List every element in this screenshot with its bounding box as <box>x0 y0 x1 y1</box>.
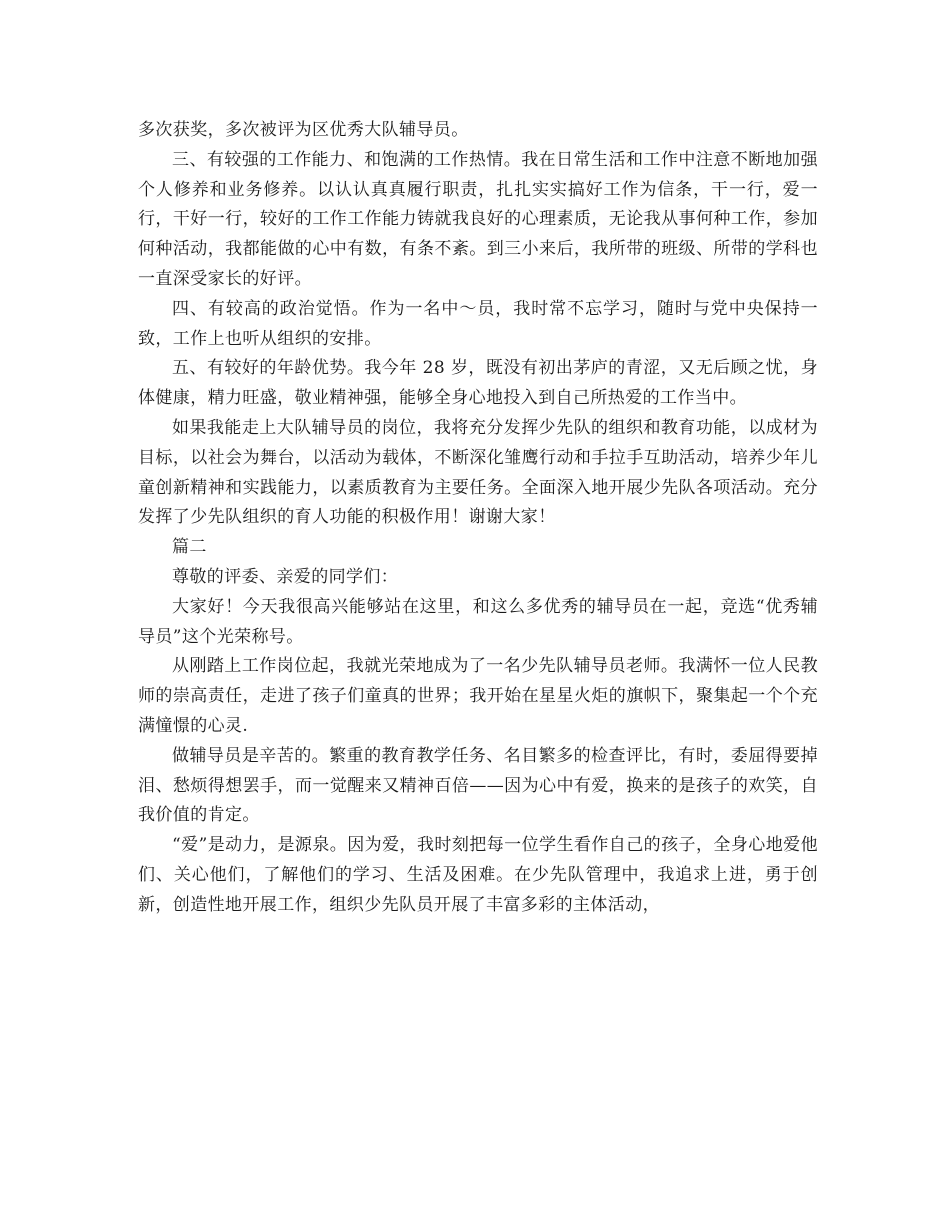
paragraph-conclusion: 如果我能走上大队辅导员的岗位，我将充分发挥少先队的组织和教育功能，以成材为目标，以社会为舞台，以活动为载体，不断深化雏鹰行动和手拉手互助活动，培养少年儿童创新精神和实践能力，以素质教育为主要任务。全面深入地开展少先队各项活动。充分发挥了少先队组织的育人功能的积极作用！谢谢大家！ <box>138 417 818 528</box>
paragraph-greeting: 大家好！今天我很高兴能够站在这里，和这么多优秀的辅导员在一起，竞选“优秀辅导员”这个光荣称号。 <box>138 596 818 647</box>
paragraph-beginning: 从刚踏上工作岗位起，我就光荣地成为了一名少先队辅导员老师。我满怀一位人民教师的崇高责任，走进了孩子们童真的世界；我开始在星星火炬的旗帜下，聚集起一个个充满憧憬的心灵. <box>138 656 818 736</box>
document-body <box>138 116 818 921</box>
paragraph-point-five: 五、有较好的年龄优势。我今年 28 岁，既没有初出茅庐的青涩，又无后顾之忧，身体健康，精力旺盛，敬业精神强，能够全身心地投入到自己所热爱的工作当中。 <box>138 358 818 409</box>
paragraph-love: “爱”是动力，是源泉。因为爱，我时刻把每一位学生看作自己的孩子，全身心地爱他们、关心他们，了解他们的学习、生活及困难。在少先队管理中，我追求上进，勇于创新，创造性地开展工作，组织少先队员开展了丰富多彩的主体活动， <box>138 835 818 915</box>
paragraph-continuation: 多次获奖，多次被评为区优秀大队辅导员。 <box>138 120 469 140</box>
paragraph-point-four: 四、有较高的政治觉悟。作为一名中～员，我时常不忘学习，随时与党中央保持一致，工作上也听从组织的安排。 <box>138 298 818 349</box>
paragraph-hardship: 做辅导员是辛苦的。繁重的教育教学任务、名目繁多的检查评比，有时，委屈得要掉泪、愁烦得想罢手，而一觉醒来又精神百倍——因为心中有爱，换来的是孩子的欢笑，自我价值的肯定。 <box>138 745 818 826</box>
paragraph-point-three: 三、有较强的工作能力、和饱满的工作热情。我在日常生活和工作中注意不断地加强个人修养和业务修养。以认认真真履行职责，扎扎实实搞好工作为信条，干一行，爱一行，干好一行，较好的工作工作能力铸就我良好的心理素质，无论我从事何种工作，参加何种活动，我都能做的心中有数，有条不紊。到三小来后，我所带的班级、所带的学科也一直深受家长的好评。 <box>138 149 818 289</box>
section-heading-part-two: 篇二 <box>172 537 207 558</box>
salutation: 尊敬的评委、亲爱的同学们： <box>172 566 399 587</box>
